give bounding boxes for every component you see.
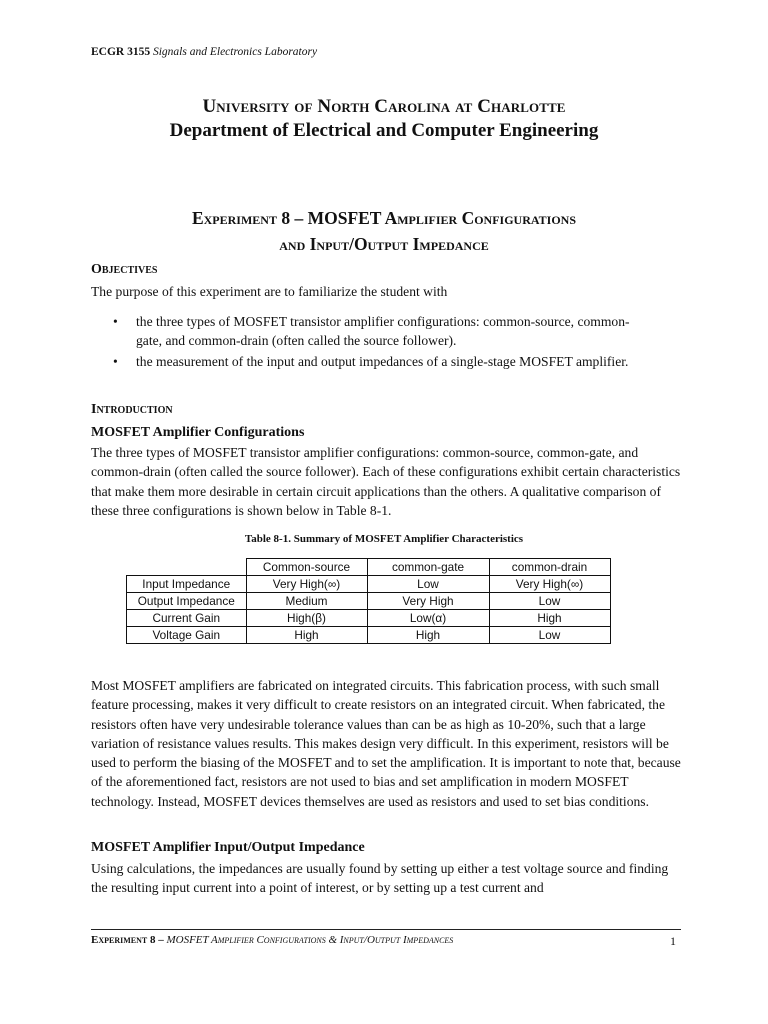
introduction-heading: Introduction: [91, 402, 173, 417]
characteristics-table: [126, 558, 611, 644]
footer-title: MOSFET Amplifier Configurations & Input/Output Impedances: [166, 934, 454, 946]
table-header-row: [127, 559, 611, 576]
table-row: [127, 610, 611, 627]
table-cell: Low: [367, 576, 489, 593]
table-cell: Medium: [246, 593, 367, 610]
table-cell: Low: [489, 627, 610, 644]
bullet-text: the measurement of the input and output impedances of a single-stage MOSFET amplifier.: [136, 354, 629, 369]
column-header: common-drain: [489, 559, 610, 576]
row-label: Current Gain: [127, 610, 247, 627]
row-label: Output Impedance: [127, 593, 247, 610]
objectives-heading: Objectives: [91, 262, 158, 277]
table-row: [127, 593, 611, 610]
table-cell: Low: [489, 593, 610, 610]
footer-experiment: Experiment 8 –: [91, 934, 164, 946]
introduction-paragraph-1: The three types of MOSFET transistor amplifier configurations: common-source, common-gate, and common-drain (often called the source follower). Each of these configurations exhibit certain characteristics that make them more desirable in certain circuit applications than the others. A qualitative comparison of these three configurations is shown below in Table 8-1.: [91, 445, 681, 518]
table-cell: Very High: [367, 593, 489, 610]
subsection-amplifier-configurations: MOSFET Amplifier Configurations: [91, 425, 305, 440]
experiment-title-line1: Experiment 8 – MOSFET Amplifier Configurations: [191, 208, 577, 228]
row-label: Voltage Gain: [127, 627, 247, 644]
department-name: Department of Electrical and Computer Engineering: [169, 120, 599, 141]
introduction-paragraph-2: Most MOSFET amplifiers are fabricated on integrated circuits. This fabrication process, with such small feature processing, makes it very difficult to create resistors on an integrated circuit. When fabricated, the resistors often have very undesirable tolerance values than can be as high as 10-20%, such that a large variation of resistance values results. This makes design very difficult. In this experiment, resistors will be used to perform the biasing of the MOSFET and to set the amplification. It is important to note that, because of the aforementioned fact, resistors are not used to bias and set amplification in modern MOSFET technology. Instead, MOSFET devices themselves are used as resistors and used to set bias conditions.: [91, 678, 681, 809]
objectives-intro: The purpose of this experiment are to familiarize the student with: [91, 284, 448, 299]
course-title: Signals and Electronics Laboratory: [152, 46, 318, 58]
running-header: [91, 46, 317, 58]
table-cell: Low(α): [367, 610, 489, 627]
table-cell: High: [489, 610, 610, 627]
table-corner: [127, 559, 247, 576]
table-row: [127, 627, 611, 644]
table-cell: High: [246, 627, 367, 644]
table-caption: Table 8-1. Summary of MOSFET Amplifier Characteristics: [244, 533, 524, 545]
introduction-paragraph-3: Using calculations, the impedances are usually found by setting up either a test voltage source and finding the resulting input current into a point of interest, or by setting up a test current and: [91, 861, 669, 896]
row-label: Input Impedance: [127, 576, 247, 593]
table-cell: Very High(∞): [246, 576, 367, 593]
bullet-icon: •: [113, 314, 118, 329]
page-number: 1: [670, 934, 676, 948]
table-cell: Very High(∞): [489, 576, 610, 593]
table-row: [127, 576, 611, 593]
subsection-input-output-impedance: MOSFET Amplifier Input/Output Impedance: [91, 840, 365, 855]
column-header: Common-source: [246, 559, 367, 576]
table-cell: High: [367, 627, 489, 644]
footer-divider: [91, 929, 681, 930]
experiment-title-line2: and Input/Output Impedance: [279, 234, 489, 254]
running-footer: [91, 934, 453, 946]
column-header: common-gate: [367, 559, 489, 576]
course-code: ECGR 3155: [91, 46, 151, 58]
university-name: University of North Carolina at Charlotte: [202, 96, 566, 117]
bullet-text: the three types of MOSFET transistor amplifier configurations: common-source, common-gate, and common-drain (often called the source follower).: [136, 314, 630, 349]
table-cell: High(β): [246, 610, 367, 627]
bullet-icon: •: [113, 354, 118, 369]
